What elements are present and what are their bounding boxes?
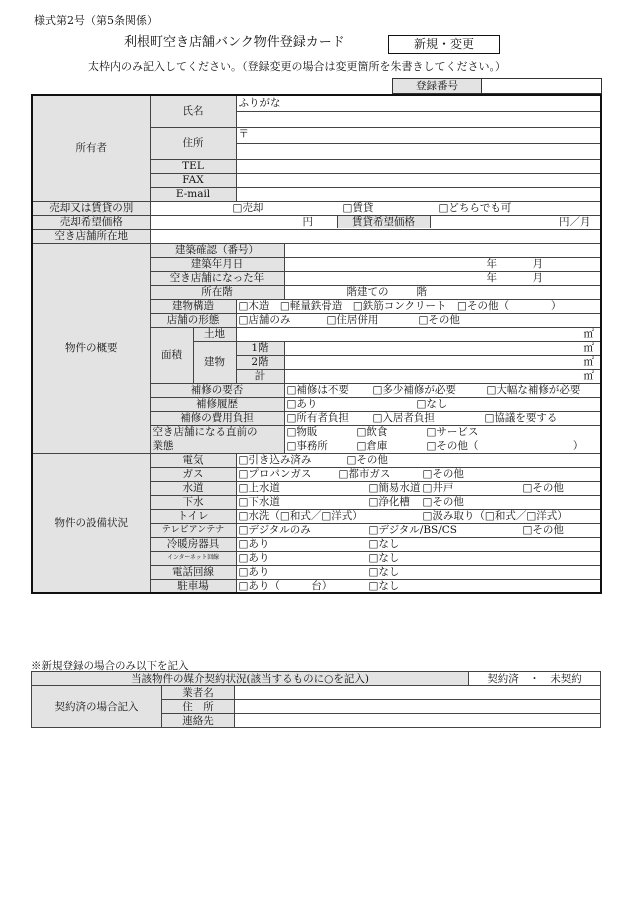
location-label: 空き店舗所在地 bbox=[32, 229, 150, 243]
prev-service-option[interactable]: □サービス bbox=[426, 426, 479, 439]
email-label: E-mail bbox=[150, 187, 236, 201]
sale-price-label: 売却希望価格 bbox=[32, 215, 150, 229]
tv-antenna-options[interactable] bbox=[236, 523, 601, 537]
electric-label: 電気 bbox=[150, 453, 236, 467]
repair-cost-label: 補修の費用負担 bbox=[150, 411, 284, 425]
yen-unit: 円 bbox=[302, 216, 313, 228]
new-change-box[interactable]: 新規・変更 bbox=[388, 35, 500, 54]
company-name-field[interactable] bbox=[235, 686, 601, 700]
sqm-unit-f1: ㎡ bbox=[583, 342, 594, 354]
toilet-flush-option[interactable]: □水洗（□和式／□洋式） bbox=[238, 510, 363, 522]
internet-options[interactable] bbox=[236, 551, 601, 565]
location-field[interactable] bbox=[150, 229, 601, 243]
floor1-label: 1階 bbox=[236, 341, 284, 355]
form-number: 様式第2号（第5条関係） bbox=[34, 14, 158, 27]
price-row[interactable] bbox=[150, 215, 601, 229]
sewer-other-option[interactable]: □その他 bbox=[422, 496, 464, 508]
repair-major-option[interactable]: □大幅な補修が必要 bbox=[486, 384, 581, 396]
repair-options[interactable] bbox=[284, 383, 601, 397]
water-simple-option[interactable]: □簡易水道 bbox=[368, 482, 421, 494]
repair-cost-options[interactable] bbox=[284, 411, 601, 425]
owner-furigana-field[interactable] bbox=[236, 95, 601, 111]
building-permit-field[interactable] bbox=[284, 243, 601, 257]
tel-label: TEL bbox=[150, 159, 236, 173]
contract-status-options[interactable]: 契約済 ・ 未契約 bbox=[469, 672, 601, 686]
cost-discuss-option[interactable]: □協議を要する bbox=[484, 412, 558, 424]
yen-month-unit: 円／月 bbox=[559, 216, 591, 228]
gas-propane-option[interactable]: □プロパンガス bbox=[238, 468, 312, 480]
company-contact-field[interactable] bbox=[235, 714, 601, 728]
prev-business-options-1[interactable] bbox=[284, 425, 601, 439]
repair-history-label: 補修履歴 bbox=[150, 397, 284, 411]
repair-label: 補修の要否 bbox=[150, 383, 284, 397]
sale-option[interactable]: □売却 bbox=[232, 202, 264, 214]
aircon-label: 冷暖房器具 bbox=[150, 537, 236, 551]
registration-table bbox=[31, 94, 602, 594]
water-other-option[interactable]: □その他 bbox=[522, 482, 564, 494]
floors-building-text: 階建ての bbox=[346, 286, 389, 298]
month-unit: 月 bbox=[532, 258, 543, 270]
area-label: 面積 bbox=[150, 327, 193, 383]
structure-options[interactable]: □木造 □軽量鉄骨造 □鉄筋コンクリート □その他（ ） bbox=[236, 299, 601, 313]
cost-owner-option[interactable]: □所有者負担 bbox=[286, 412, 349, 424]
form-title: 利根町空き店舗バンク物件登録カード bbox=[124, 35, 345, 50]
toilet-pit-option[interactable]: □汲み取り（□和式／□洋式） bbox=[422, 510, 568, 522]
floor-field[interactable] bbox=[284, 285, 601, 299]
brokerage-status-label: 当該物件の媒介契約状況(該当するものに○を記入) bbox=[32, 672, 469, 686]
either-option[interactable]: □どちらでも可 bbox=[438, 202, 512, 214]
email-field[interactable] bbox=[236, 187, 601, 201]
overview-section-label: 物件の概要 bbox=[32, 243, 150, 453]
total-area-field[interactable] bbox=[284, 369, 601, 383]
repair-history-options[interactable] bbox=[284, 397, 601, 411]
instructions: 太枠内のみ記入してください。（登録変更の場合は変更箇所を朱書きしてください。） bbox=[88, 60, 506, 73]
history-no-option[interactable]: □なし bbox=[416, 398, 448, 410]
floor2-area-field[interactable] bbox=[284, 355, 601, 369]
rent-price-label: 賃貸希望価格 bbox=[337, 216, 431, 228]
owner-address-label: 住所 bbox=[150, 127, 236, 159]
elec-other-option[interactable]: □その他 bbox=[346, 454, 388, 466]
parking-yes-option[interactable]: □あり（ 台） bbox=[238, 579, 333, 592]
building-permit-label: 建築確認（番号） bbox=[150, 243, 284, 257]
prev-office-option[interactable]: □事務所 bbox=[286, 439, 328, 452]
elec-connected-option[interactable]: □引き込み済み bbox=[238, 454, 312, 466]
internet-no-option[interactable]: □なし bbox=[368, 552, 400, 564]
new-registration-note: ※新規登録の場合のみ以下を記入 bbox=[31, 660, 189, 672]
fax-field[interactable] bbox=[236, 173, 601, 187]
shop-form-options[interactable] bbox=[236, 313, 601, 327]
sewer-label: 下水 bbox=[150, 495, 236, 509]
gas-other-option[interactable]: □その他 bbox=[422, 468, 464, 480]
postal-mark: 〒 bbox=[238, 127, 249, 140]
water-options[interactable] bbox=[236, 481, 601, 495]
vacant-year-label: 空き店舗になった年 bbox=[150, 271, 284, 285]
tv-other-option[interactable]: □その他 bbox=[522, 524, 564, 536]
water-label: 水道 bbox=[150, 481, 236, 495]
aircon-yes-option[interactable]: □あり bbox=[238, 538, 270, 550]
toilet-options[interactable] bbox=[236, 509, 601, 523]
sewer-options[interactable] bbox=[236, 495, 601, 509]
owner-section-label: 所有者 bbox=[32, 95, 150, 201]
registration-number-label: 登録番号 bbox=[393, 79, 482, 93]
internet-yes-option[interactable]: □あり bbox=[238, 552, 270, 564]
parking-no-option[interactable]: □なし bbox=[368, 579, 400, 592]
sewer-public-option[interactable]: □下水道 bbox=[238, 496, 280, 508]
gas-options[interactable] bbox=[236, 467, 601, 481]
gas-city-option[interactable]: □都市ガス bbox=[338, 468, 391, 480]
registration-number-box bbox=[392, 78, 602, 94]
contract-table bbox=[31, 671, 601, 728]
parking-options[interactable] bbox=[236, 579, 601, 593]
contracted-section-label: 契約済の場合記入 bbox=[32, 686, 162, 728]
year-unit: 年 bbox=[486, 258, 497, 270]
shop-only-option[interactable]: □店舗のみ bbox=[238, 314, 291, 326]
built-date-label: 建築年月日 bbox=[150, 257, 284, 271]
vacant-year-field[interactable] bbox=[284, 271, 601, 285]
total-label: 計 bbox=[236, 369, 284, 383]
aircon-no-option[interactable]: □なし bbox=[368, 538, 400, 550]
tv-digital-option[interactable]: □デジタルのみ bbox=[238, 524, 311, 536]
equipment-section-label: 物件の設備状況 bbox=[32, 453, 150, 593]
land-area-field[interactable] bbox=[236, 327, 601, 341]
company-contact-label: 連絡先 bbox=[162, 714, 235, 728]
sqm-unit: ㎡ bbox=[583, 328, 594, 340]
floor-unit: 階 bbox=[416, 286, 427, 298]
sewer-septic-option[interactable]: □浄化槽 bbox=[368, 496, 410, 508]
prev-retail-option[interactable]: □物販 bbox=[286, 426, 318, 439]
repair-none-option[interactable]: □補修は不要 bbox=[286, 384, 349, 396]
sale-type-label: 売却又は賃貸の別 bbox=[32, 201, 150, 215]
prev-business-label-2: 業態 bbox=[150, 439, 284, 453]
water-city-option[interactable]: □上水道 bbox=[238, 482, 280, 494]
building-label: 建物 bbox=[193, 341, 236, 383]
year-unit-2: 年 bbox=[486, 272, 497, 284]
prev-other-option[interactable]: □その他（ ） bbox=[426, 439, 584, 452]
fax-label: FAX bbox=[150, 173, 236, 187]
sqm-unit-f2: ㎡ bbox=[583, 356, 594, 368]
toilet-label: トイレ bbox=[150, 509, 236, 523]
residence-option[interactable]: □住居併用 bbox=[326, 314, 379, 326]
rent-option[interactable]: □賃貸 bbox=[342, 202, 374, 214]
owner-name-field[interactable] bbox=[236, 111, 601, 127]
floor1-area-field[interactable] bbox=[284, 341, 601, 355]
prev-business-label: 空き店舗になる直前の bbox=[150, 425, 284, 439]
floor-label: 所在階 bbox=[150, 285, 284, 299]
history-yes-option[interactable]: □あり bbox=[286, 398, 318, 410]
prev-warehouse-option[interactable]: □倉庫 bbox=[356, 439, 388, 452]
tv-bscs-option[interactable]: □デジタル/BS/CS bbox=[368, 524, 458, 536]
phone-line-options[interactable] bbox=[236, 565, 601, 579]
company-address-label: 住 所 bbox=[162, 700, 235, 714]
parking-label: 駐車場 bbox=[150, 579, 236, 593]
electric-options[interactable] bbox=[236, 453, 601, 467]
phone-yes-option[interactable]: □あり bbox=[238, 566, 270, 578]
owner-address-field-2[interactable] bbox=[236, 143, 601, 159]
owner-name-label: 氏名 bbox=[150, 95, 236, 127]
shop-form-label: 店舗の形態 bbox=[150, 313, 236, 327]
owner-address-field[interactable] bbox=[236, 127, 601, 143]
cost-tenant-option[interactable]: □入居者負担 bbox=[372, 412, 435, 424]
company-address-field[interactable] bbox=[235, 700, 601, 714]
phone-no-option[interactable]: □なし bbox=[368, 566, 400, 578]
prev-business-options-2[interactable] bbox=[284, 439, 601, 453]
prev-food-option[interactable]: □飲食 bbox=[356, 426, 388, 439]
tv-antenna-label: テレビアンテナ bbox=[150, 523, 236, 537]
shop-other-option[interactable]: □その他 bbox=[418, 314, 460, 326]
water-well-option[interactable]: □井戸 bbox=[422, 482, 454, 494]
company-name-label: 業者名 bbox=[162, 686, 235, 700]
internet-label: インターネット回線 bbox=[150, 551, 236, 565]
land-label: 土地 bbox=[193, 327, 236, 341]
floor2-label: 2階 bbox=[236, 355, 284, 369]
repair-some-option[interactable]: □多少補修が必要 bbox=[372, 384, 456, 396]
gas-label: ガス bbox=[150, 467, 236, 481]
month-unit-2: 月 bbox=[532, 272, 543, 284]
sale-type-options[interactable] bbox=[150, 201, 601, 215]
phone-line-label: 電話回線 bbox=[150, 565, 236, 579]
built-date-field[interactable] bbox=[284, 257, 601, 271]
structure-label: 建物構造 bbox=[150, 299, 236, 313]
tel-field[interactable] bbox=[236, 159, 601, 173]
aircon-options[interactable] bbox=[236, 537, 601, 551]
sqm-unit-total: ㎡ bbox=[583, 370, 594, 382]
furigana-label: ふりがな bbox=[238, 97, 281, 110]
